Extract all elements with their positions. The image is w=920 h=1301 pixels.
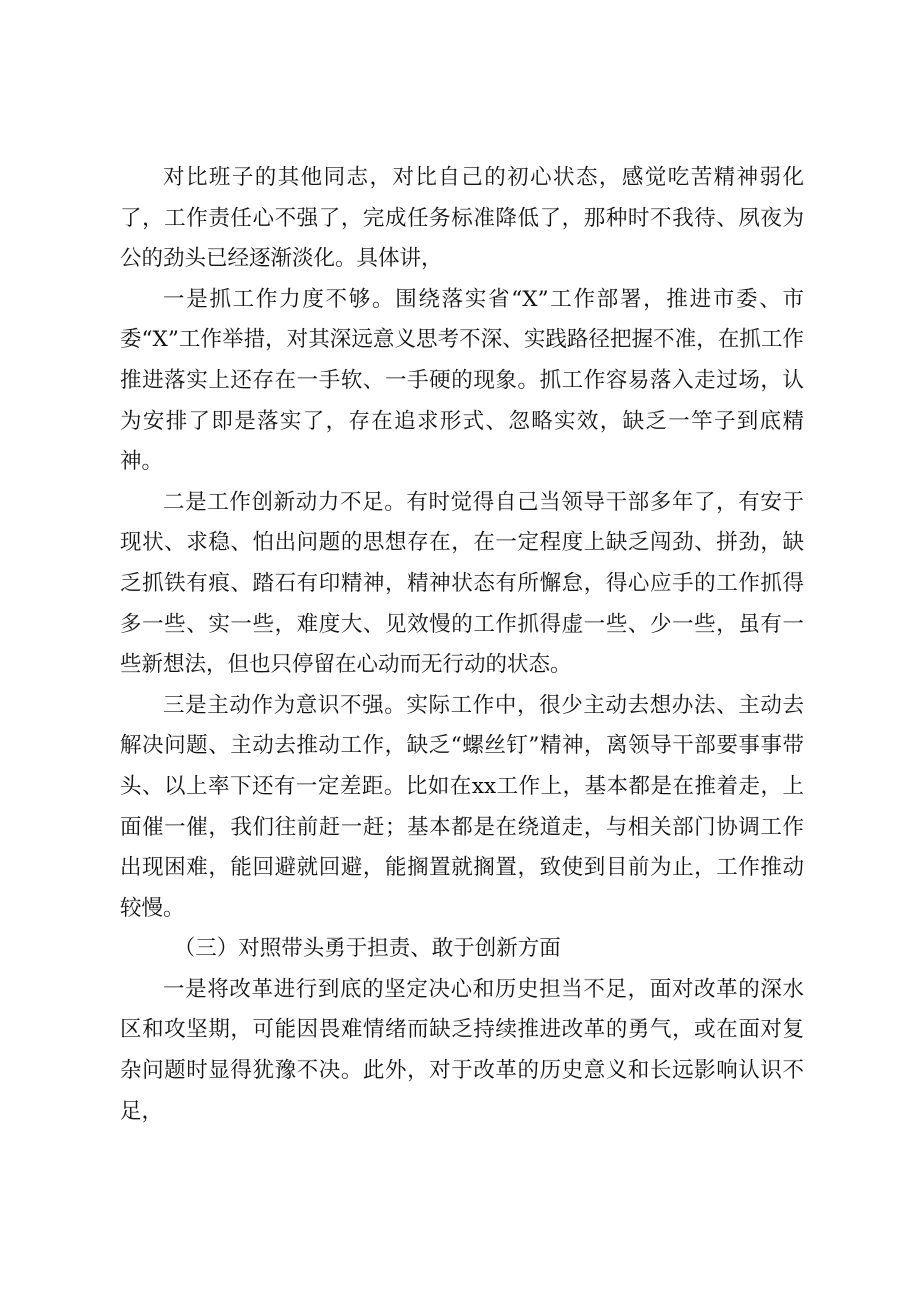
paragraph-section-point-one: 一是将改革进行到底的坚定决心和历史担当不足，面对改革的深水区和攻坚期，可能因畏难情绪而缺乏持续推进改革的勇气，或在面对复杂问题时显得犹豫不决。此外，对于改革的历史意义和长远影响认识不足， — [120, 976, 804, 1124]
paragraph-point-one: 一是抓工作力度不够。围绕落实省“X”工作部署，推进市委、市委“X”工作举措，对其深远意义思考不深、实践路径把握不准，在抓工作推进落实上还存在一手软、一手硬的现象。抓工作容易落入走过场，认为安排了即是落实了，存在追求形式、忽略实效，缺乏一竿子到底精神。 — [120, 286, 804, 475]
paragraph-intro: 对比班子的其他同志，对比自己的初心状态，感觉吃苦精神弱化了，工作责任心不强了，完成任务标准降低了，那种时不我待、夙夜为公的劲头已经逐渐淡化。具体讲， — [120, 165, 804, 272]
paragraph-point-three: 三是主动作为意识不强。实际工作中，很少主动去想办法、主动去解决问题、主动去推动工作，缺乏“螺丝钉”精神，离领导干部要事事带头、以上率下还有一定差距。比如在xx工作上，基本都是在推着走，上面催一催，我们往前赶一赶；基本都是在绕道走，与相关部门协调工作出现困难，能回避就回避，能搁置就搁置，致使到目前为止，工作推动较慢。 — [120, 692, 804, 921]
document-body — [120, 158, 804, 1132]
paragraph-point-two: 二是工作创新动力不足。有时觉得自己当领导干部多年了，有安于现状、求稳、怕出问题的思想存在，在一定程度上缺乏闯劲、拼劲，缺乏抓铁有痕、踏石有印精神，精神状态有所懈怠，得心应手的工作抓得多一些、实一些，难度大、见效慢的工作抓得虚一些、少一些，虽有一些新想法，但也只停留在心动而无行动的状态。 — [120, 489, 804, 678]
section-heading: （三）对照带头勇于担责、敢于创新方面 — [173, 936, 561, 962]
